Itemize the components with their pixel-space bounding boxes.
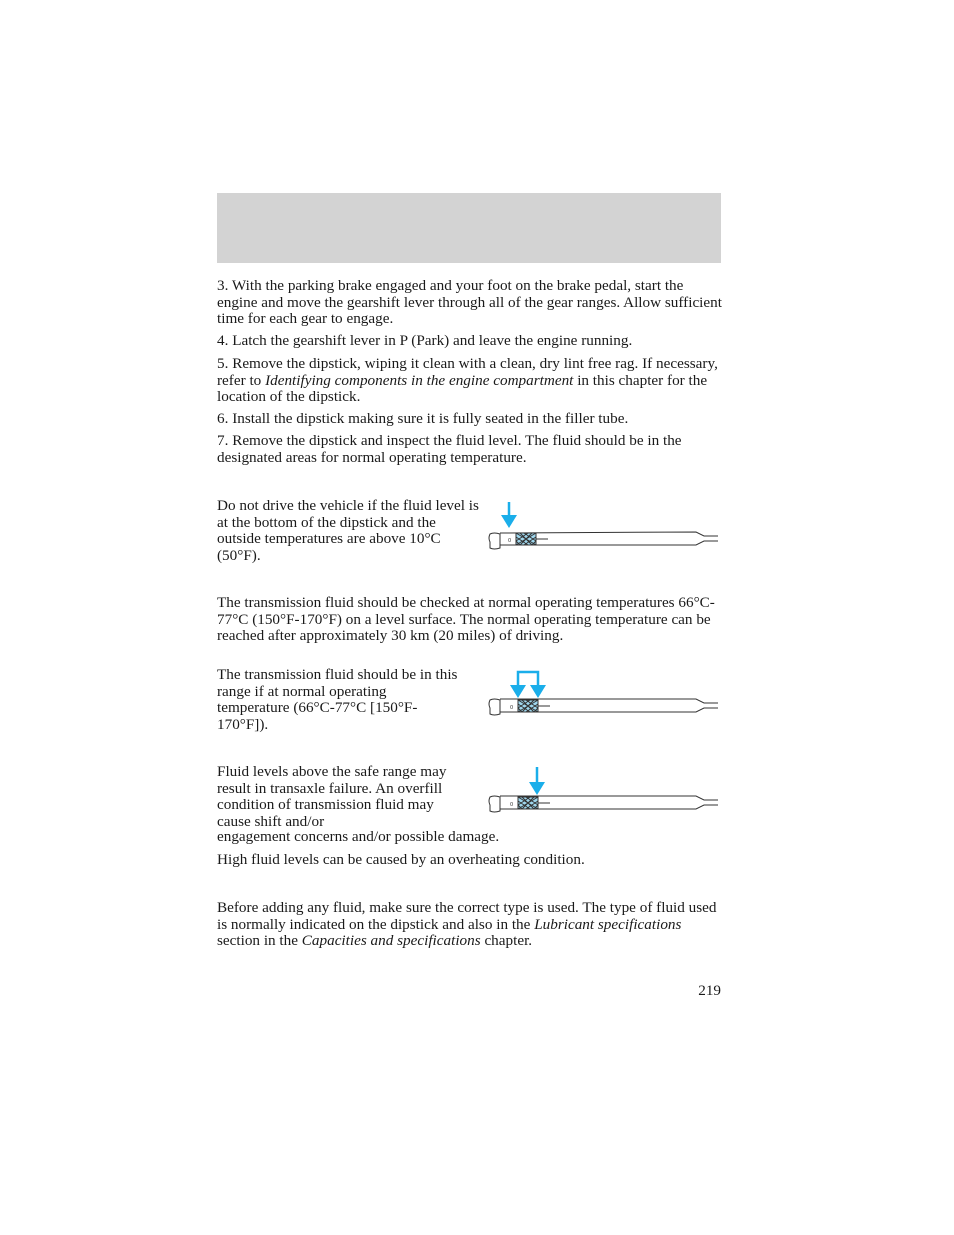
adding-fluid-text-b: section in the <box>217 932 302 949</box>
dipstick-icon <box>489 796 718 812</box>
step-3: 3. With the parking brake engaged and your foot on the brake pedal, start the engine and move the gearshift lever through all of the gear ranges. Allow sufficient time for each gear to engage. <box>217 277 722 327</box>
step-4: 4. Latch the gearshift lever in P (Park) and leave the engine running. <box>217 332 633 349</box>
overfill-warning-tail: engagement concerns and/or possible damage. <box>217 828 500 845</box>
engine-compartment-reference: Identifying components in the engine compartment <box>265 371 574 389</box>
overfill-warning: Fluid levels above the safe range may result in transaxle failure. An overfill condition of transmission fluid may cause shift and/or <box>217 763 447 830</box>
dipstick-figure-normal <box>486 668 722 720</box>
normal-range-text: The transmission fluid should be in this range if at normal operating temperature (66°C-77°C [150°F-170°F]). <box>217 666 458 733</box>
step-6: 6. Install the dipstick making sure it is fully seated in the filler tube. <box>217 410 629 427</box>
down-arrow-icon <box>529 767 545 795</box>
section-header-band <box>217 193 721 263</box>
svg-text:0: 0 <box>508 538 512 544</box>
normal-temp-intro: The transmission fluid should be checked at normal operating temperatures 66°C-77°C (150°F-170°F) on a level surface. The normal operating temperature can be reached after approximately 30 km (20 miles) of driving. <box>217 594 715 644</box>
dipstick-figure-high <box>486 765 722 817</box>
adding-fluid-text-c: chapter. <box>480 932 533 949</box>
dipstick-figure-low <box>486 500 722 552</box>
step-7: 7. Remove the dipstick and inspect the fluid level. The fluid should be in the designated areas for normal operating temperature. <box>217 432 682 466</box>
lubricant-specs-reference: Lubricant specifications <box>534 915 682 933</box>
overheat-note: High fluid levels can be caused by an overheating condition. <box>217 851 585 868</box>
step-5 <box>217 356 723 406</box>
range-arrows-icon <box>510 672 546 698</box>
svg-text:0: 0 <box>510 705 514 711</box>
adding-fluid-text-a: Before adding any fluid, make sure the correct type is used. The type of fluid used is normally indicated on the dipstick and also in the <box>217 899 717 933</box>
dipstick-icon <box>489 532 718 549</box>
page-number: 219 <box>698 982 721 999</box>
step-5-text-b: in this chapter for the location of the dipstick. <box>217 371 708 405</box>
down-arrow-icon <box>501 502 517 528</box>
adding-fluid-paragraph <box>217 900 723 950</box>
dipstick-icon <box>489 699 718 715</box>
step-5-text-a: 5. Remove the dipstick, wiping it clean with a clean, dry lint free rag. If necessary, refer to <box>217 355 718 389</box>
capacities-reference: Capacities and specifications <box>301 932 481 949</box>
low-level-warning: Do not drive the vehicle if the fluid level is at the bottom of the dipstick and the outside temperatures are above 10°C (50°F). <box>217 497 479 564</box>
svg-text:0: 0 <box>510 802 514 808</box>
